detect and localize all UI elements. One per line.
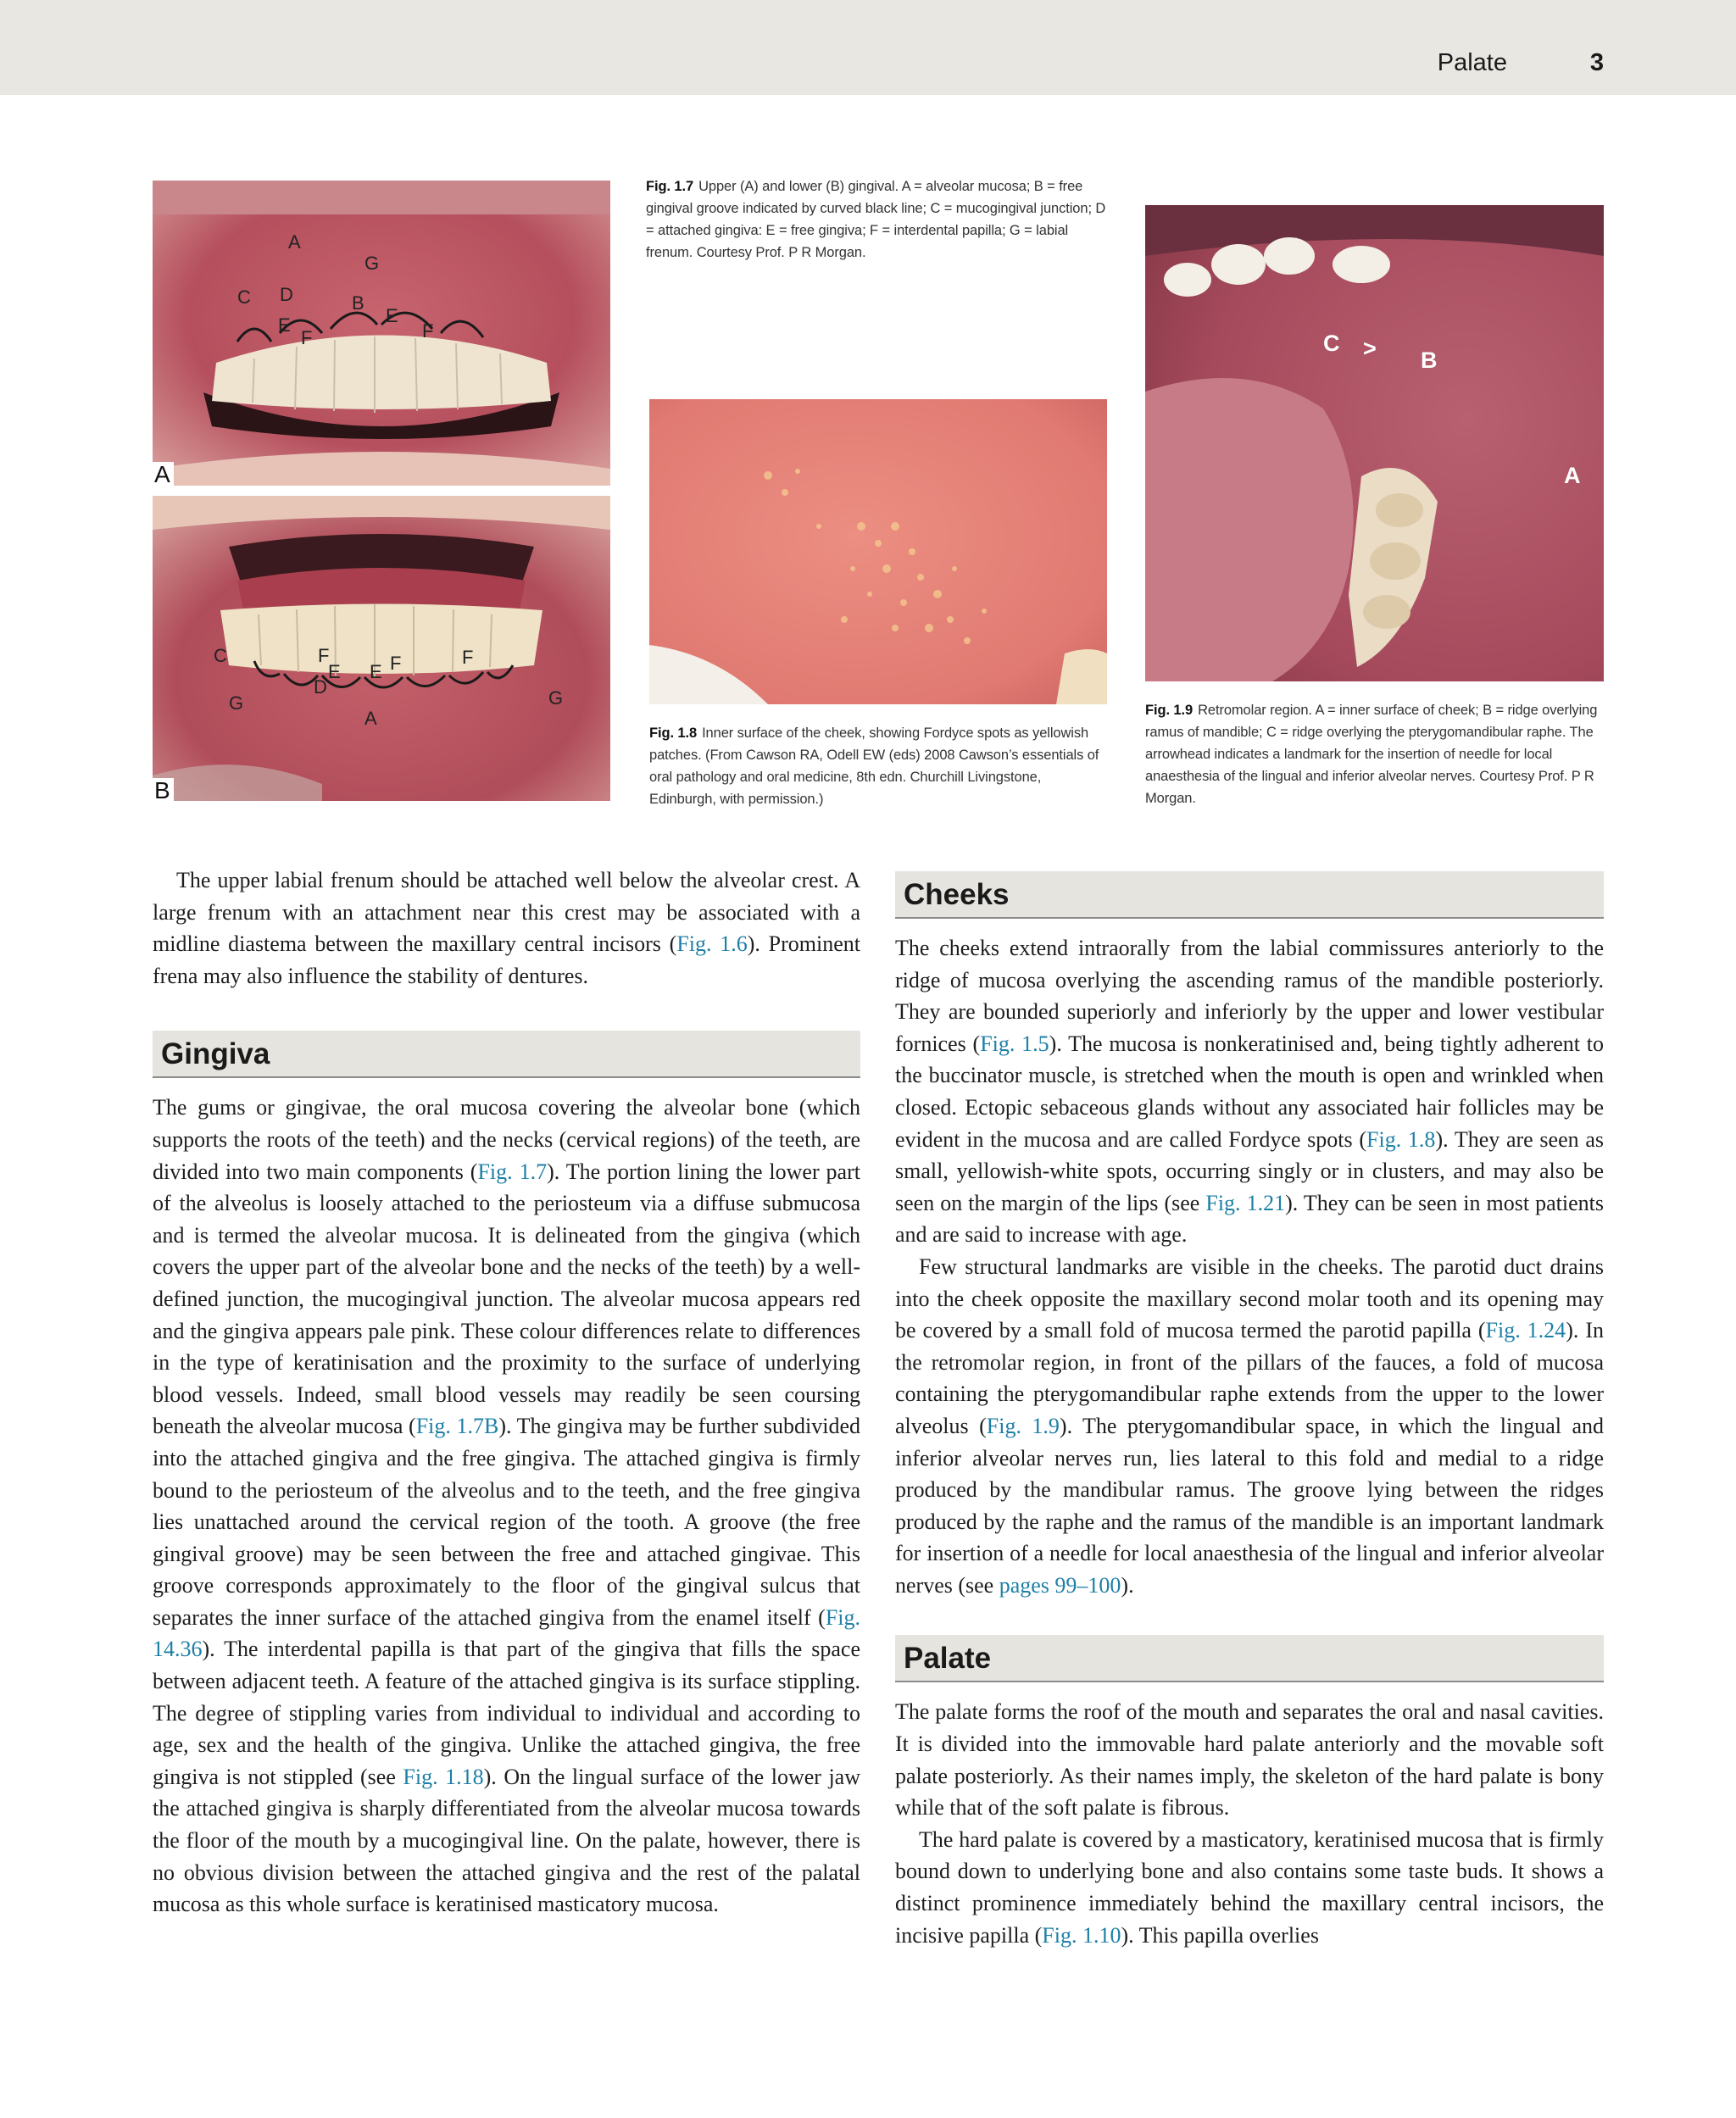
fig-1-9-label-a: A	[1564, 463, 1581, 488]
fig-1-7-a-label-e2: E	[386, 305, 398, 326]
fig-1-7-b-label-g2: G	[548, 687, 564, 709]
fig-1-7-a-label-e1: E	[278, 314, 291, 336]
text-run: ). They can be seen in most patients and are said to increase with age.	[895, 1190, 1605, 1248]
cheeks-paragraph-2	[895, 1251, 1604, 1602]
fig-1-8-photo	[649, 399, 1107, 704]
cheeks-paragraph-1	[895, 932, 1604, 1251]
text-run: ). This papilla overlies	[1121, 1922, 1319, 1948]
fig-1-7-panel-a-letter: A	[153, 462, 174, 487]
fig-1-8-link[interactable]: Fig. 1.8	[1366, 1126, 1436, 1152]
fig-1-7-caption-text: Upper (A) and lower (B) gingival. A = alveolar mucosa; B = free gingival groove indicated by curved black line; C = mucogingival junction; D = attached gingiva: E = free gingiva; F = interdental papilla; G = labial frenum. Courtesy Prof. P R Morgan.	[646, 179, 1106, 260]
fig-1-7-panel-a-photo	[153, 181, 610, 486]
fig-1-8-number: Fig. 1.8	[649, 725, 698, 741]
fig-1-9-number: Fig. 1.9	[1145, 703, 1194, 718]
text-run: Few structural landmarks are visible in the cheeks. The parotid duct drains into the cheek opposite the maxillary second molar tooth and its opening may be covered by a small fold of mucosa termed the parotid papilla (	[895, 1254, 1604, 1343]
fig-1-7-a-label-c: C	[237, 286, 251, 308]
fig-1-7-b-label-f3: F	[462, 647, 474, 668]
fig-1-7-a-label-b: B	[352, 292, 364, 314]
fig-1-8-caption-text: Inner surface of the cheek, showing Fordyce spots as yellowish patches. (From Cawson RA, Odell EW (eds) 2008 Cawson’s essentials of oral pathology and oral medicine, 8th edn. Churchill Livingstone, Edinburgh, with permission.)	[649, 725, 1099, 807]
pages-99-100-link[interactable]: pages 99–100	[999, 1572, 1121, 1598]
fig-1-7-a-label-f1: F	[301, 327, 313, 348]
fig-1-7-a-label-d: D	[280, 284, 293, 305]
text-run: ). The mucosa is nonkeratinised and, being tightly adherent to the buccinator muscle, is stretched when the mouth is open and wrinkled when closed. Ectopic sebaceous glands without any associated hair follicles may be evident in the mucosa and are called Fordyce spots (	[895, 1031, 1605, 1152]
page-number: 3	[1589, 49, 1604, 76]
fig-1-9-photo	[1145, 205, 1604, 681]
intro-paragraph	[153, 864, 860, 992]
fig-1-5-link[interactable]: Fig. 1.5	[980, 1031, 1049, 1056]
text-run: ). In the retromolar region, in front of the pillars of the fauces, a fold of mucosa containing the pterygomandibular raphe extends from the upper to the lower alveolus (	[895, 1318, 1604, 1438]
fig-1-6-link[interactable]: Fig. 1.6	[676, 931, 748, 957]
running-header	[0, 0, 1736, 95]
fig-1-7-link[interactable]: Fig. 1.7	[477, 1159, 548, 1184]
fig-1-24-link[interactable]: Fig. 1.24	[1485, 1318, 1566, 1343]
left-column	[153, 864, 860, 1921]
text-run: ).	[1121, 1572, 1134, 1598]
palate-paragraph-1: The palate forms the roof of the mouth and separates the oral and nasal cavities. It is divided into the immovable hard palate anteriorly and the movable soft palate posteriorly. As their names imply, the skeleton of the hard palate is bony while that of the soft palate is fibrous.	[895, 1699, 1604, 1821]
fig-1-7-b-label-a: A	[364, 708, 377, 729]
fig-1-9-caption	[1145, 699, 1607, 809]
text-run: ). Prominent frena may also influence the stability of dentures.	[153, 931, 860, 988]
text-run: The upper labial frenum should be attached well below the alveolar crest. A large frenum with an attachment near this crest may be associated with a midline diastema between the maxillary central incisors (	[153, 868, 860, 957]
running-title: Palate	[1437, 49, 1507, 76]
fig-1-7-caption	[646, 175, 1117, 264]
fig-1-9-caption-text: Retromolar region. A = inner surface of cheek; B = ridge overlying ramus of mandible; C = ridge overlying the pterygomandibular raphe. The arrowhead indicates a landmark for the insertion of needle for local anaesthesia of the lingual and inferior alveolar nerves. Courtesy Prof. P R Morgan.	[1145, 703, 1598, 806]
fig-1-7-panel-b-letter: B	[153, 778, 174, 803]
text-run: ). The interdental papilla is that part of the gingiva that fills the space between adjacent teeth. A feature of the attached gingiva is its surface stippling. The degree of stippling varies from individual to individual and according to age, sex and the health of the gingiva. Unlike the attached gingiva, the free gingiva is not stippled (see	[153, 1637, 860, 1789]
fig-1-7-number: Fig. 1.7	[646, 179, 694, 194]
fig-1-7-b-label-f1: F	[318, 645, 330, 666]
fig-1-7-b-label-d: D	[314, 676, 327, 698]
text-run: ). On the lingual surface of the lower jaw the attached gingiva is sharply differentiated from the alveolar mucosa towards the floor of the mouth by a mucogingival line. On the palate, however, there is no obvious division between the attached gingiva and the rest of the palatal mucosa as this whole surface is keratinised masticatory mucosa.	[153, 1764, 860, 1917]
fig-1-7-a-label-g: G	[364, 253, 380, 274]
fig-1-18-link[interactable]: Fig. 1.18	[403, 1764, 484, 1789]
cheeks-heading: Cheeks	[895, 871, 1604, 919]
fig-1-21-link[interactable]: Fig. 1.21	[1205, 1190, 1286, 1215]
fig-1-10-link[interactable]: Fig. 1.10	[1042, 1922, 1121, 1948]
fig-1-7-b-label-g1: G	[229, 692, 244, 714]
fig-1-7-b-label-c: C	[214, 645, 227, 666]
text-run: The cheeks extend intraorally from the labial commissures anteriorly to the ridge of mucosa overlying the ascending ramus of the mandible posteriorly. They are bounded superiorly and inferiorly by the upper and lower vestibular fornices (	[895, 936, 1604, 1056]
palate-heading: Palate	[895, 1635, 1604, 1682]
fig-1-7-a-label-f2: F	[422, 320, 434, 342]
fig-1-7-b-label-e1: E	[328, 661, 341, 682]
right-column	[895, 871, 1604, 1951]
gingiva-paragraph	[153, 1092, 860, 1920]
text-run: ). The portion lining the lower part of the alveolus is loosely attached to the periosteum via a diffuse submucosa and is termed the alveolar mucosa. It is delineated from the gingiva (which covers the upper part of the alveolar bone and the necks of the teeth) by a well-defined junction, the mucogingival junction. The alveolar mucosa appears red and the gingiva appears pale pink. These colour differences relate to differences in the type of keratinisation and the proximity to the surface of underlying blood vessels. Indeed, small blood vessels may readily be seen coursing beneath the alveolar mucosa (	[153, 1159, 860, 1439]
fig-14-36-link[interactable]: Fig. 14.36	[153, 1604, 860, 1662]
fig-1-8-caption	[649, 722, 1107, 810]
text-run: ). The gingiva may be further subdivided into the attached gingiva and the free gingiva. The attached gingiva is firmly bound to the periosteum of the alveolus and to the teeth, and the free gingiva lies unattached around the cervical region of the tooth. A groove (the free gingival groove) may be seen between the free and attached gingivae. This groove corresponds approximately to the floor of the gingival sulcus that separates the inner surface of the attached gingiva from the enamel itself (	[153, 1414, 860, 1630]
fig-1-7-b-label-f2: F	[390, 653, 402, 674]
fig-1-7-panel-b-photo	[153, 496, 610, 801]
text-run: The gums or gingivae, the oral mucosa covering the alveolar bone (which supports the roots of the teeth) and the necks (cervical regions) of the teeth, are divided into two main components (	[153, 1095, 860, 1184]
fig-1-7-b-label-e2: E	[370, 661, 382, 682]
fig-1-9-link[interactable]: Fig. 1.9	[986, 1413, 1060, 1438]
fig-1-7-a-label-a: A	[288, 231, 301, 253]
fig-1-7b-link[interactable]: Fig. 1.7B	[415, 1414, 499, 1439]
text-run: The hard palate is covered by a masticatory, keratinised mucosa that is firmly bound down to underlying bone and also contains some taste buds. It shows a distinct prominence immediately behind the maxillary central incisors, the incisive papilla (	[895, 1826, 1604, 1948]
text-run: ). They are seen as small, yellowish-white spots, occurring singly or in clusters, and may also be seen on the margin of the lips (see	[895, 1126, 1604, 1215]
palate-paragraph-2	[895, 1824, 1604, 1951]
fig-1-9-label-c: C	[1323, 331, 1340, 356]
text-run: ). The pterygomandibular space, in which the lingual and inferior alveolar nerves run, lies lateral to this fold and medial to a ridge produced by the mandibular ramus. The groove lying between the ridges produced by the raphe and the ramus of the mandible is an important landmark for insertion of a needle for local anaesthesia of the lingual and inferior alveolar nerves (see	[895, 1413, 1604, 1598]
fig-1-9-label-b: B	[1421, 347, 1438, 373]
fig-1-9-arrowhead: >	[1363, 336, 1377, 361]
gingiva-heading: Gingiva	[153, 1031, 860, 1078]
